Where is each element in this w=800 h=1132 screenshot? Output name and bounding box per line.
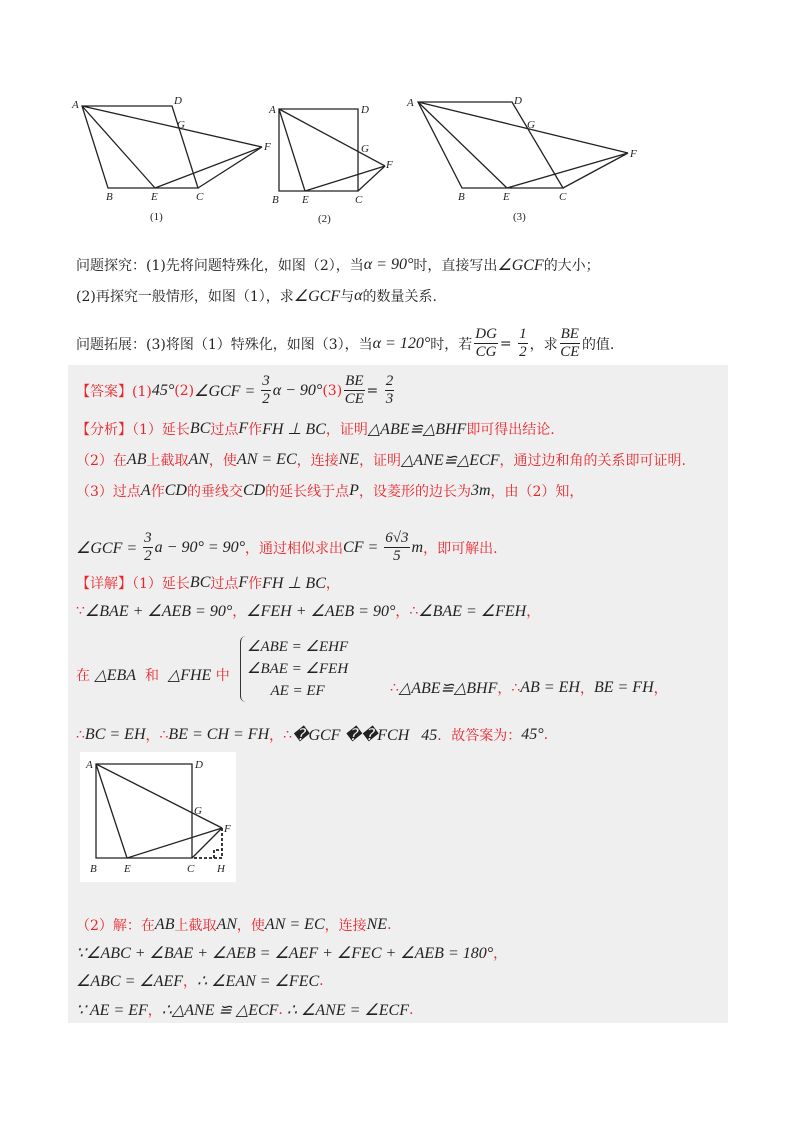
math-expression: △ANE≌△ECF <box>401 452 500 469</box>
fraction-part: 3 <box>144 530 152 546</box>
system-eq-1: ∠ABE = ∠EHF <box>247 639 349 655</box>
math-expression: BC <box>189 574 211 591</box>
math-expression: F <box>238 420 249 437</box>
math-expression: CD <box>164 482 187 499</box>
math-expression: 45° <box>151 381 175 399</box>
text-line <box>76 530 498 565</box>
text-line <box>76 326 614 361</box>
fraction-part: CG <box>475 344 497 360</box>
text-segment: (3) <box>322 382 343 399</box>
svg-text:D: D <box>514 95 522 107</box>
text-segment: (2)再探究一般情形，如图（1），求 <box>76 289 294 305</box>
math-expression: ∠FEH + ∠AEB = 90° <box>246 603 396 620</box>
svg-text:B: B <box>458 191 465 203</box>
text-line <box>76 943 507 963</box>
fraction <box>385 373 395 408</box>
text-segment: ，连接 <box>296 453 339 469</box>
fraction-part: CE <box>344 391 364 407</box>
text-segment: ，通过相似求出 <box>245 540 344 557</box>
text-segment: ， <box>183 974 198 990</box>
svg-text:C: C <box>355 194 363 206</box>
text-line <box>76 481 583 501</box>
math-expression: 45° <box>521 726 544 743</box>
text-segment: ， <box>493 946 508 962</box>
math-expression: △ABE≌△BHF <box>398 680 498 697</box>
text-segment: 问题探究：(1)先将问题特殊化，如图（2），当 <box>76 258 364 274</box>
text-segment: 上截取 <box>146 453 189 469</box>
figure-2 <box>268 104 393 225</box>
system-eq-2: ∠BAE = ∠FEH <box>247 661 349 677</box>
text-segment: . <box>408 1002 414 1018</box>
text-segment: ， <box>232 604 247 620</box>
text-line <box>76 450 686 470</box>
svg-text:B: B <box>272 194 279 206</box>
math-expression: AB <box>126 451 147 468</box>
text-segment: ，连接 <box>324 918 367 934</box>
text-line <box>76 971 324 991</box>
text-segment: ， <box>395 604 410 620</box>
math-expression: AN <box>188 451 209 468</box>
text-segment: ， <box>579 681 594 697</box>
text-segment: ∴ <box>511 680 521 696</box>
text-segment: 【分析】（1）延长 <box>76 422 190 438</box>
text-segment: ，证明 <box>359 453 402 469</box>
math-expression: BE = CH = FH <box>168 726 270 743</box>
math-expression: CF = <box>343 538 383 556</box>
math-expression: A <box>140 482 151 499</box>
figure-1 <box>71 95 271 223</box>
math-expression: AB <box>154 916 175 933</box>
fraction-part: 6√3 <box>385 530 409 546</box>
text-segment: 问题拓展：(3)将图（1）特殊化，如图（3），当 <box>76 336 373 353</box>
text-line <box>76 1000 413 1020</box>
math-expression: FH ⊥ BC <box>262 575 326 592</box>
text-line <box>76 725 548 745</box>
svg-text:G: G <box>177 119 185 131</box>
text-segment: ，证明 <box>325 422 368 438</box>
math-expression: ∠BAE = ∠FEH <box>418 603 527 620</box>
text-segment: ，使 <box>236 918 265 934</box>
svg-text:G: G <box>527 119 535 131</box>
text-line <box>76 573 340 593</box>
problem-figures <box>0 0 800 240</box>
math-expression: ∴△ANE ≌ △ECF <box>161 1002 279 1019</box>
text-segment: 的延长线于点 <box>265 484 350 500</box>
svg-text:B: B <box>106 191 113 203</box>
math-expression: ∠GCF <box>497 257 544 274</box>
text-segment: 作 <box>248 576 263 592</box>
svg-text:D: D <box>195 759 203 771</box>
math-expression: ∠GCF = <box>194 382 260 400</box>
math-expression: NE <box>338 451 360 468</box>
text-line <box>76 601 540 621</box>
math-expression: AN <box>216 916 237 933</box>
figure-3 <box>406 95 637 223</box>
fraction-part: 2 <box>385 373 394 389</box>
fraction-part: 2 <box>144 548 152 564</box>
svg-text:E: E <box>503 191 510 203</box>
math-expression: ∵∠ABC + ∠BAE + ∠AEB = ∠AEF + ∠FEC + ∠AEB = 180° <box>76 945 494 962</box>
text-line <box>76 915 392 935</box>
math-expression: NE <box>366 916 388 933</box>
svg-text:B: B <box>90 863 97 875</box>
text-segment: ∴ <box>390 680 399 696</box>
text-segment: ∴ <box>76 727 85 743</box>
fraction-part: 3 <box>262 373 270 389</box>
system-eq-3: AE = EF <box>270 683 325 699</box>
math-expression: ∠GCF = <box>76 539 142 557</box>
text-segment: . <box>278 1002 283 1018</box>
text-segment: （3）过点 <box>76 484 141 500</box>
math-expression: AN = EC <box>264 916 325 933</box>
math-expression: FH ⊥ BC <box>262 421 326 438</box>
text-segment: 作 <box>150 484 165 500</box>
svg-text:E: E <box>151 191 158 203</box>
svg-text:G: G <box>361 143 369 155</box>
text-segment: 即可得出结论. <box>466 422 555 438</box>
math-expression: ∠BAE + ∠AEB = 90° <box>84 603 233 620</box>
svg-text:A: A <box>407 97 414 109</box>
svg-text:D: D <box>174 95 182 107</box>
text-line <box>76 286 437 306</box>
svg-text:(2): (2) <box>318 213 331 225</box>
text-segment: ，由（2）知， <box>490 484 584 500</box>
fraction <box>474 326 498 361</box>
svg-text:C: C <box>559 191 567 203</box>
text-segment: ， <box>526 604 541 620</box>
fraction-part: 5 <box>393 548 401 564</box>
text-segment: 的数量关系. <box>362 289 437 305</box>
math-expression: α − 90° <box>272 381 323 399</box>
fraction-part: 2 <box>519 344 527 360</box>
math-expression: �GCF ��FCH 45 <box>292 727 438 744</box>
fraction <box>384 530 409 565</box>
math-expression: a − 90° = 90° <box>154 538 246 556</box>
text-segment: ．故答案为： <box>437 728 522 744</box>
svg-text:(1): (1) <box>150 211 163 223</box>
text-segment: 和 <box>136 668 168 684</box>
math-expression: BC <box>189 420 211 437</box>
text-segment: 在 <box>76 668 95 684</box>
math-expression: BE = FH <box>593 679 654 696</box>
fraction <box>560 326 580 361</box>
svg-text:C: C <box>196 191 204 203</box>
text-segment: ，求 <box>529 336 558 353</box>
text-segment: ， <box>147 1003 162 1019</box>
math-expression: α <box>354 287 363 304</box>
svg-text:A: A <box>72 99 79 111</box>
fraction-part: DG <box>475 326 497 342</box>
svg-text:A: A <box>269 104 276 116</box>
text-segment: ∵ <box>76 603 85 619</box>
fraction <box>143 530 153 565</box>
text-segment: . <box>387 917 392 933</box>
text-segment: ∴ <box>159 727 169 743</box>
math-expression: △EBA <box>94 667 137 684</box>
text-line <box>76 665 230 685</box>
text-segment: 与 <box>340 289 355 305</box>
fraction-part: 2 <box>262 391 270 407</box>
text-segment: ， <box>497 681 512 697</box>
text-segment: ， <box>269 728 284 744</box>
text-segment: 过点 <box>210 576 239 592</box>
text-segment: (2) <box>174 382 195 399</box>
fraction <box>518 326 528 361</box>
text-segment: 的值. <box>581 336 615 353</box>
text-segment: 过点 <box>210 422 239 438</box>
math-expression: CD <box>242 482 266 499</box>
svg-text:E: E <box>124 863 131 875</box>
math-expression: ∴ ∠ANE = ∠ECF <box>282 1002 409 1019</box>
text-segment: = <box>499 335 517 352</box>
math-expression: ∠ABC = ∠AEF <box>76 973 184 990</box>
svg-text:F: F <box>224 823 231 835</box>
text-segment: ， <box>653 681 668 697</box>
math-expression: 3m <box>470 482 491 499</box>
text-segment: ，使 <box>208 453 237 469</box>
text-segment: ，设菱形的边长为 <box>358 484 471 500</box>
math-expression: ∠GCF <box>293 288 341 305</box>
fraction-part: CE <box>560 344 580 360</box>
math-expression: AB = EH <box>520 679 580 696</box>
svg-text:E: E <box>302 194 309 206</box>
solution-figure <box>80 752 236 882</box>
math-expression: ∵ AE = EF <box>76 1002 148 1019</box>
math-expression: F <box>238 574 249 591</box>
text-segment: （2）在 <box>76 453 127 469</box>
text-segment: （2）解：在 <box>76 918 155 934</box>
svg-text:C: C <box>187 863 195 875</box>
equation-system <box>240 636 348 702</box>
svg-text:A: A <box>86 759 93 771</box>
svg-text:G: G <box>194 805 202 817</box>
svg-text:H: H <box>217 863 225 875</box>
text-segment: . <box>319 973 324 989</box>
text-segment: ， <box>325 576 340 592</box>
text-segment: 时，直接写出 <box>413 258 498 274</box>
svg-text:F: F <box>630 148 637 160</box>
text-segment: 【答案】(1) <box>76 383 152 400</box>
text-segment: 中 <box>211 668 230 684</box>
text-segment: ∴ <box>283 727 293 743</box>
text-line <box>76 255 600 275</box>
math-expression: m <box>411 538 424 556</box>
fraction-part: BE <box>560 326 579 342</box>
text-line <box>76 373 396 408</box>
text-segment: 的大小； <box>543 258 600 274</box>
text-segment: ， <box>145 728 160 744</box>
text-segment: = <box>366 382 383 399</box>
svg-text:F: F <box>386 159 393 171</box>
math-expression: BC = EH <box>84 726 146 743</box>
svg-text:D: D <box>361 104 369 116</box>
math-expression: △FHE <box>167 667 212 684</box>
text-segment: 上截取 <box>174 918 217 934</box>
math-expression: △ABE≌△BHF <box>367 421 467 438</box>
fraction <box>344 373 364 408</box>
fraction-part: BE <box>345 373 364 389</box>
text-segment: . <box>543 727 549 743</box>
text-segment: 【详解】（1）延长 <box>76 576 190 592</box>
math-expression: AN = EC <box>236 451 297 468</box>
text-segment: 的垂线交 <box>186 484 243 500</box>
fraction-part: 1 <box>519 326 527 342</box>
math-expression: P <box>349 482 359 499</box>
text-line <box>390 678 668 698</box>
text-line <box>76 419 555 439</box>
text-segment: ，即可解出. <box>423 540 498 557</box>
fraction <box>261 373 271 408</box>
text-segment: 作 <box>248 422 263 438</box>
svg-text:F: F <box>264 141 271 153</box>
fraction-part: 3 <box>385 391 394 407</box>
text-segment: ∴ <box>409 603 419 619</box>
svg-text:(3): (3) <box>513 211 526 223</box>
math-expression: α = 90° <box>363 256 414 273</box>
math-expression: ∴ ∠EAN = ∠FEC <box>197 973 320 990</box>
text-segment: 时，若 <box>430 336 473 353</box>
math-expression: α = 120° <box>372 334 431 352</box>
text-segment: ，通过边和角的关系即可证明. <box>499 453 686 469</box>
